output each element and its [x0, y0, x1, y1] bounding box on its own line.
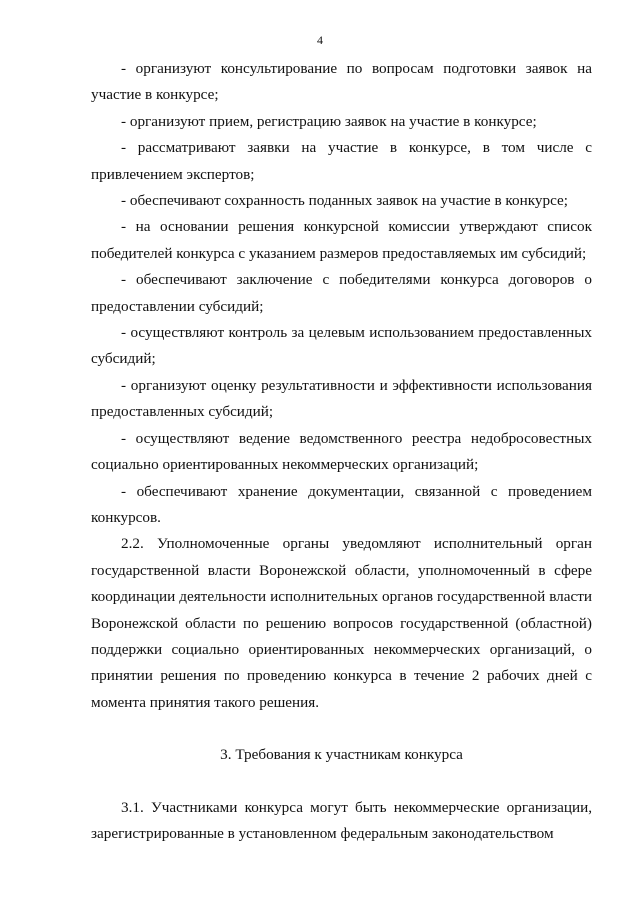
list-item-registry: - осуществляют ведение ведомственного реестра недобросовестных социально ориентированных некоммерческих организаций; — [91, 429, 592, 474]
list-item-archiving: - обеспечивают хранение документации, связанной с проведением конкурсов. — [91, 482, 592, 526]
paragraph-2-2: 2.2. Уполномоченные органы уведомляют исполнительный орган государственной власти Воронежской области, уполномоченный в сфере координации деятельности исполнительных органов государственной власти Воронежской области по решению вопросов государственной (областной) поддержки социально ориентированных некоммерческих организаций, о принятии решения по проведению конкурса в течение 2 рабочих дней с момента принятия такого решения. — [91, 535, 592, 711]
document-body — [91, 56, 592, 847]
section-heading: 3. Требования к участникам конкурса — [220, 746, 463, 764]
list-item-control: - осуществляют контроль за целевым использованием предоставленных субсидий; — [91, 324, 592, 368]
list-item-winners-list: - на основании решения конкурсной комиссии утверждают список победителей конкурса с указанием размеров предоставляемых им субсидий; — [91, 218, 592, 262]
page-number: 4 — [317, 33, 323, 47]
list-item-review: - рассматривают заявки на участие в конкурсе, в том числе с привлечением экспертов; — [91, 139, 592, 183]
list-item-agreements: - обеспечивают заключение с победителями конкурса договоров о предоставлении субсидий; — [91, 271, 592, 315]
list-item-evaluation: - организуют оценку результативности и эффективности использования предоставленных субсидий; — [91, 376, 592, 421]
list-item-safekeeping: - обеспечивают сохранность поданных заявок на участие в конкурсе; — [121, 192, 568, 210]
paragraph-3-1: 3.1. Участниками конкурса могут быть некоммерческие организации, зарегистрированные в установленном федеральным законодательством — [91, 798, 592, 842]
list-item-registration: - организуют прием, регистрацию заявок на участие в конкурсе; — [121, 112, 537, 130]
list-item-consulting: - организуют консультирование по вопросам подготовки заявок на участие в конкурсе; — [91, 60, 592, 104]
